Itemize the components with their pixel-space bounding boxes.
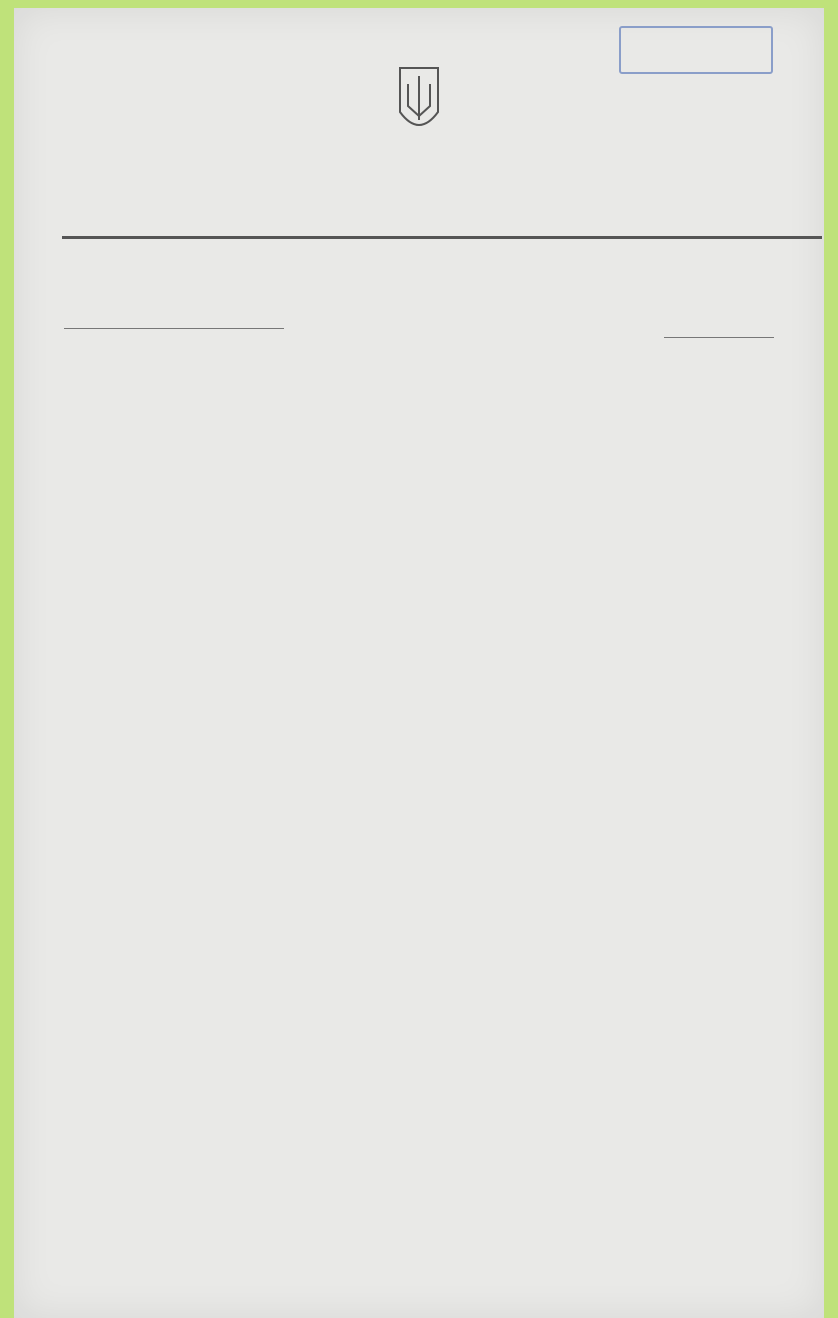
document-number-block	[664, 326, 814, 342]
document-number	[664, 337, 774, 338]
coat-of-arms-icon	[394, 60, 444, 140]
document-date	[64, 328, 284, 329]
document-page	[14, 8, 824, 1318]
registration-stamp	[619, 26, 773, 74]
header-divider	[62, 236, 822, 239]
